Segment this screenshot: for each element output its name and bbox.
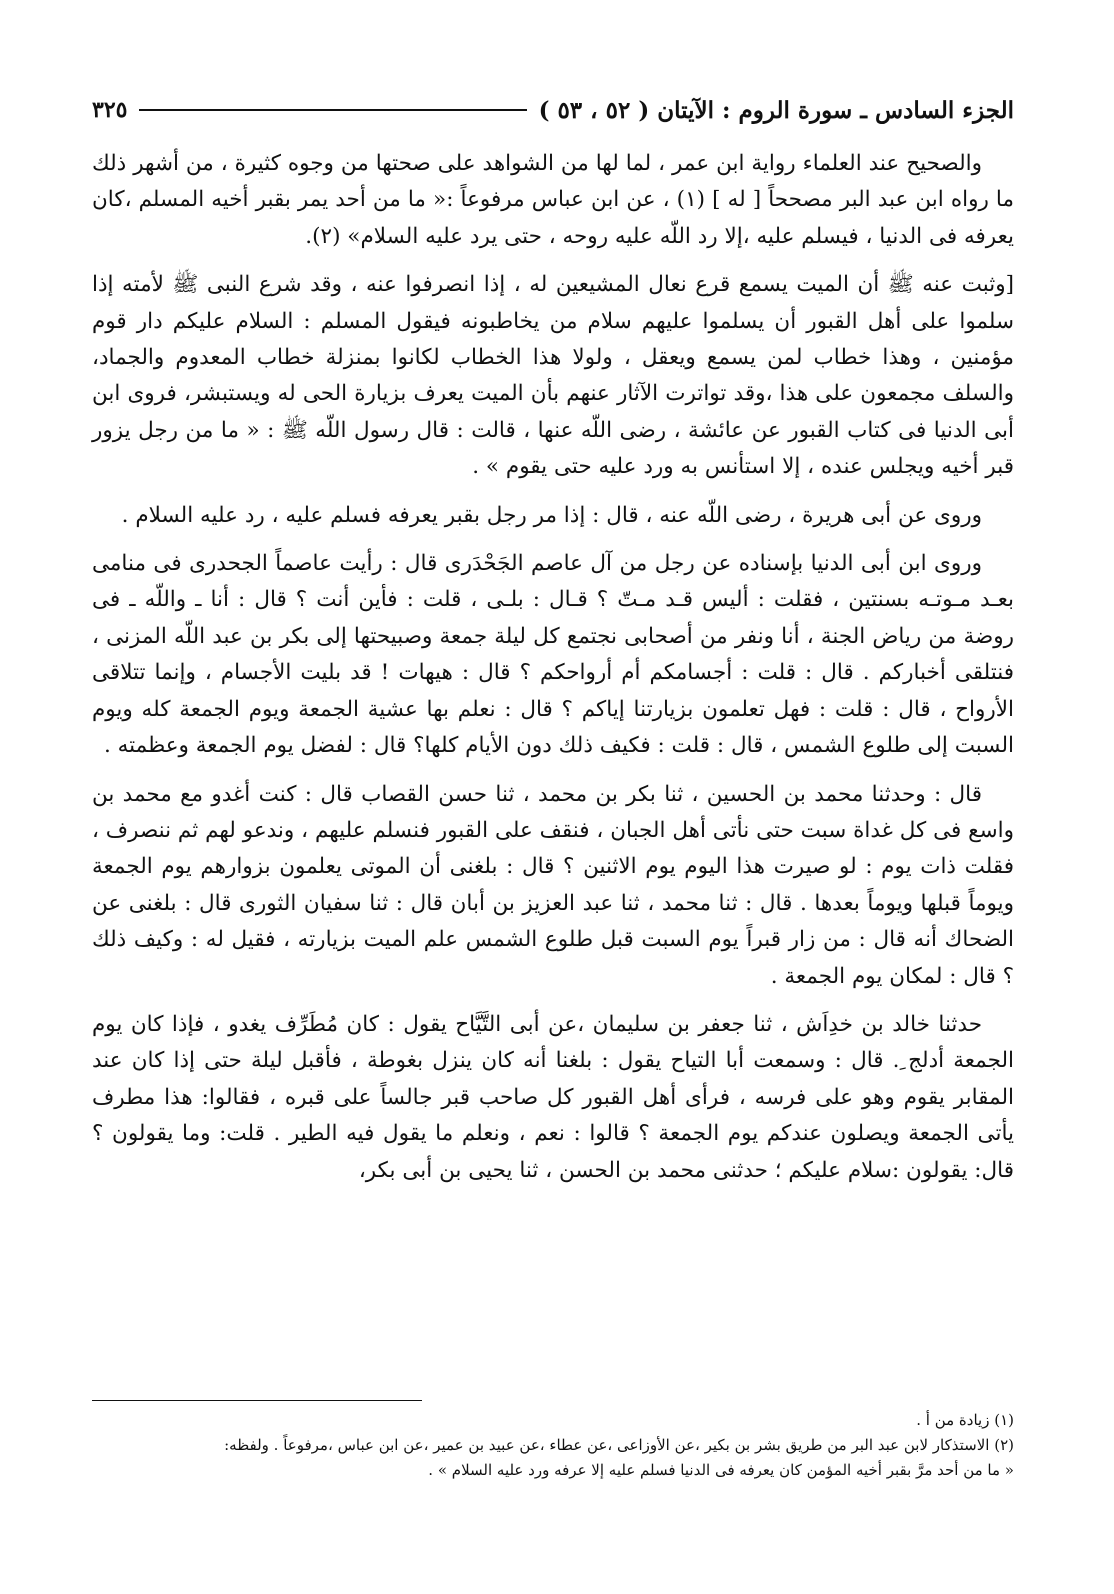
footnote-rule — [92, 1400, 422, 1401]
footnote-2-quote: « ما من أحد مرَّ بقبر أخيه المؤمن كان يعرفه فى الدنيا فسلم عليه إلا عرفه ورد عليه السلام » . — [428, 1461, 1014, 1479]
footnote-2: (٢) الاستذكار لابن عبد البر من طريق بشر بن بكير ،عن الأوزاعى ،عن عطاء ،عن عبيد بن عمير ،عن ابن عباس ،مرفوعاً . ولفظه: — [224, 1436, 1014, 1454]
footnotes — [92, 1408, 1014, 1483]
main-text — [92, 146, 1014, 1201]
paragraph-6: حدثنا خالد بن خدِاَش ، ثنا جعفر بن سليمان ،عن أبى التَّيَّاح يقول : كان مُطَرِّف يغدو ، فإذا كان يوم الجمعة أدلج ِ. قال : وسمعت أبا التياح يقول : بلغنا أنه كان ينزل بغوطة ، فأقبل ليلة حتى إذا كان عند المقابر يقوم وهو على فرسه ، فرأى أهل القبور كل صاحب قبر جالساً على قبره ، فقالوا: هذا مطرف يأتى الجمعة ويصلون عندكم يوم الجمعة ؟ قالوا : نعم ، ونعلم ما يقول فيه الطير . قلت: وما يقولون ؟ قال: يقولون :سلام عليكم ؛ حدثنى محمد بن الحسن ، ثنا يحيى بن أبى بكر، — [92, 1011, 1014, 1183]
chapter-title: الجزء السادس ـ سورة الروم : الآيتان ( ٥٢ ، ٥٣ ) — [538, 96, 1014, 124]
paragraph-2: [وثبت عنه ﷺ أن الميت يسمع قرع نعال المشيعين له ، إذا انصرفوا عنه ، وقد شرع النبى ﷺ لأمته إذا سلموا على أهل القبور أن يسلموا عليهم سلام من يخاطبونه فيقول المسلم : السلام عليكم دار قوم مؤمنين ، وهذا خطاب لمن يسمع ويعقل ، ولولا هذا الخطاب لكانوا بمنزلة خطاب المعدوم والجماد، والسلف مجمعون على هذا ،وقد تواترت الآثار عنهم بأن الميت يعرف بزيارة الحى له ويستبشر، فروى ابن أبى الدنيا فى كتاب القبور عن عائشة ، رضى اللّه عنها ، قالت : قال رسول اللّه ﷺ : « ما من رجل يزور قبر أخيه ويجلس عنده ، إلا استأنس به ورد عليه حتى يقوم » . — [92, 272, 1014, 480]
book-page — [92, 72, 1014, 1552]
header-rule — [139, 109, 526, 111]
footnote-1: (١) زيادة من أ . — [916, 1411, 1014, 1429]
paragraph-5: قال : وحدثنا محمد بن الحسين ، ثنا بكر بن محمد ، ثنا حسن القصاب قال : كنت أغدو مع محمد بن واسع فى كل غداة سبت حتى نأتى أهل الجبان ، فنقف على القبور فنسلم عليهم ، وندعو لهم ثم ننصرف ، فقلت ذات يوم : لو صيرت هذا اليوم يوم الاثنين ؟ قال : بلغنى أن الموتى يعلمون بزوارهم يوم الجمعة ويوماً قبلها ويوماً بعدها . قال : ثنا محمد ، ثنا عبد العزيز بن أبان قال : ثنا سفيان الثورى قال : بلغنى عن الضحاك أنه قال : من زار قبراً يوم السبت قبل طلوع الشمس علم الميت بزيارته ، فقيل له : وكيف ذلك ؟ قال : لمكان يوم الجمعة . — [92, 781, 1014, 989]
paragraph-3: وروى عن أبى هريرة ، رضى اللّه عنه ، قال : إذا مر رجل بقبر يعرفه فسلم عليه ، رد عليه السلام . — [121, 502, 982, 528]
running-header — [92, 92, 1014, 128]
page-number: ٣٢٥ — [92, 97, 128, 123]
paragraph-4: وروى ابن أبى الدنيا بإسناده عن رجل من آل عاصم الجَحْدَرى قال : رأيت عاصماً الجحدرى فى منامى بعـد مـوتـه بسنتين ، فقلت : أليس قـد مـتّ ؟ قـال : بلـى ، قلت : فأين أنت ؟ قال : أنا ـ واللّه ـ فى روضة من رياض الجنة ، أنا ونفر من أصحابى نجتمع كل ليلة جمعة وصبيحتها إلى بكر بن عبد اللّه المزنى ، فنتلقى أخباركم . قال : قلت : أجسامكم أم أرواحكم ؟ قال : هيهات ! قد بليت الأجسام ، وإنما تتلاقى الأرواح ، قال : قلت : فهل تعلمون بزيارتنا إياكم ؟ قال : نعلم بها عشية الجمعة ويوم الجمعة كله ويوم السبت إلى طلوع الشمس ، قال : قلت : فكيف ذلك دون الأيام كلها؟ قال : لفضل يوم الجمعة وعظمته . — [92, 551, 1014, 759]
paragraph-1: والصحيح عند العلماء رواية ابن عمر ، لما لها من الشواهد على صحتها من وجوه كثيرة ، من أشهر ذلك ما رواه ابن عبد البر مصححاً [ له ] (١) ، عن ابن عباس مرفوعاً :« ما من أحد يمر بقبر أخيه المسلم ،كان يعرفه فى الدنيا ، فيسلم عليه ،إلا رد اللّه عليه روحه ، حتى يرد عليه السلام» (٢). — [92, 151, 1014, 249]
